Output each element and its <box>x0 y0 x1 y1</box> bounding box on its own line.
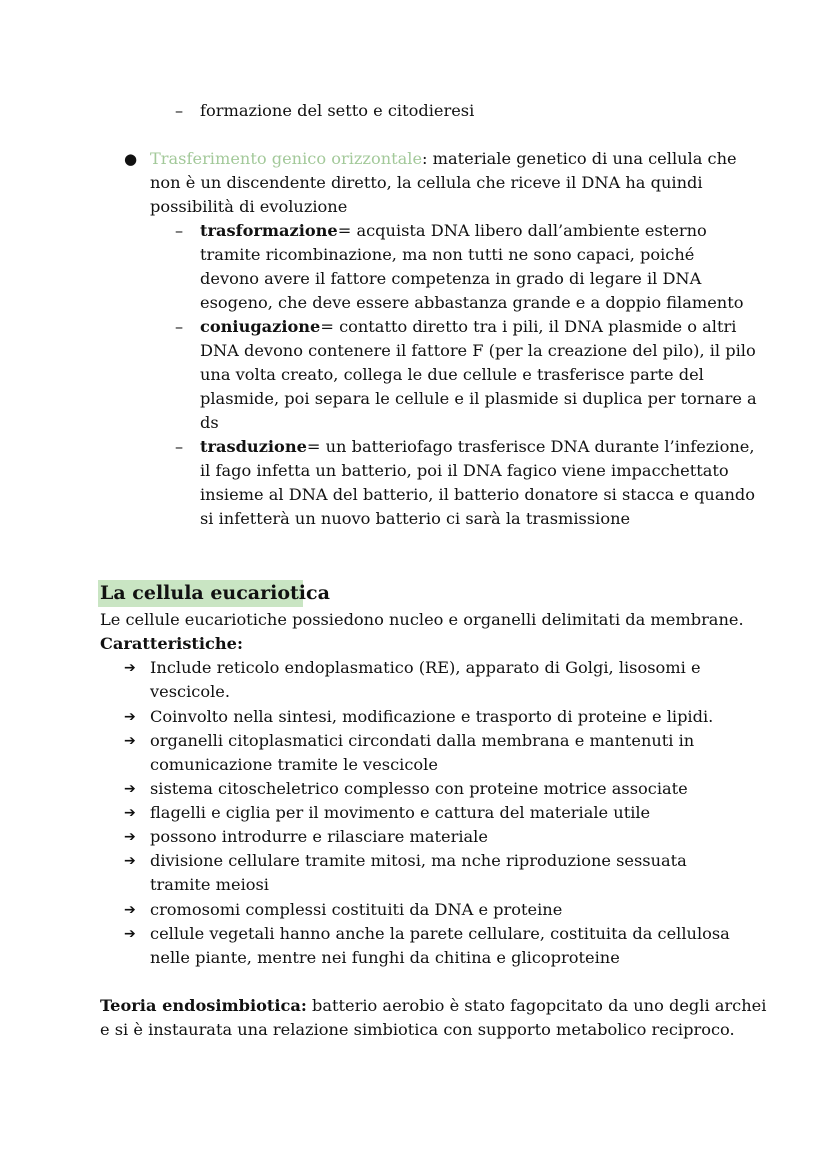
arrow-right-icon: ➔ <box>124 781 136 797</box>
htg-line-2: non è un discendente diretto, la cellula che riceve il DNA ha quindi <box>150 173 703 192</box>
list-item-cont: nelle piante, mentre nei funghi da chitina e glicoproteine <box>150 948 620 967</box>
list-item: formazione del setto e citodieresi <box>200 101 475 120</box>
features-label: Caratteristiche: <box>100 634 243 653</box>
list-item: Coinvolto nella sintesi, modificazione e trasporto di proteine e lipidi. <box>150 707 714 726</box>
dash-icon: – <box>175 101 184 120</box>
list-item: divisione cellulare tramite mitosi, ma nche riproduzione sessuata <box>150 851 687 870</box>
list-item: possono introdurre e rilasciare materiale <box>150 827 488 846</box>
coniugazione-line-1: coniugazione= contatto diretto tra i pili, il DNA plasmide o altri <box>200 317 737 336</box>
trasformazione-line-3: devono avere il fattore competenza in grado di legare il DNA <box>200 269 702 288</box>
arrow-right-icon: ➔ <box>124 829 136 845</box>
arrow-right-icon: ➔ <box>124 805 136 821</box>
coniugazione-line-2: DNA devono contenere il fattore F (per la creazione del pilo), il pilo <box>200 341 756 360</box>
endosymbiotic-line-1: Teoria endosimbiotica: batterio aerobio è stato fagopcitato da uno degli archei <box>100 996 767 1015</box>
list-item: organelli citoplasmatici circondati dalla membrana e mantenuti in <box>150 731 695 750</box>
trasduzione-line-1: trasduzione= un batteriofago trasferisce DNA durante l’infezione, <box>200 437 755 456</box>
endosymbiotic-line-2: e si è instaurata una relazione simbiotica con supporto metabolico reciproco. <box>100 1020 735 1039</box>
trasformazione-line-2: tramite ricombinazione, ma non tutti ne sono capaci, poiché <box>200 245 695 264</box>
list-item-cont: comunicazione tramite le vescicole <box>150 755 438 774</box>
coniugazione-line-4: plasmide, poi separa le cellule e il plasmide si duplica per tornare a <box>200 389 757 408</box>
trasformazione-line-1: trasformazione= acquista DNA libero dall’ambiente esterno <box>200 221 707 240</box>
dash-icon: – <box>175 437 184 456</box>
section-heading-text: La cellula eucariotica <box>100 582 330 604</box>
list-item: Include reticolo endoplasmatico (RE), apparato di Golgi, lisosomi e <box>150 658 701 677</box>
endosymbiotic-term: Teoria endosimbiotica: <box>100 996 307 1015</box>
coniugazione-term: coniugazione <box>200 317 321 336</box>
trasduzione-line-3: insieme al DNA del batterio, il batterio donatore si stacca e quando <box>200 485 756 504</box>
bullet-icon: ● <box>124 150 138 168</box>
dash-icon: – <box>175 221 184 240</box>
arrow-right-icon: ➔ <box>124 902 136 918</box>
trasformazione-line-4: esogeno, che deve essere abbastanza grande e a doppio filamento <box>200 293 744 312</box>
arrow-right-icon: ➔ <box>124 853 136 869</box>
htg-line-3: possibilità di evoluzione <box>150 197 348 216</box>
list-item: sistema citoscheletrico complesso con proteine motrice associate <box>150 779 688 798</box>
arrow-right-icon: ➔ <box>124 660 136 676</box>
section-heading <box>98 580 330 607</box>
list-item: flagelli e ciglia per il movimento e cattura del materiale utile <box>150 803 651 822</box>
arrow-right-icon: ➔ <box>124 733 136 749</box>
arrow-right-icon: ➔ <box>124 926 136 942</box>
coniugazione-line-3: una volta creato, collega le due cellule e trasferisce parte del <box>200 365 704 384</box>
trasformazione-term: trasformazione <box>200 221 338 240</box>
dash-icon: – <box>175 317 184 336</box>
intro-text: Le cellule eucariotiche possiedono nucleo e organelli delimitati da membrane. <box>100 610 744 629</box>
list-item: cellule vegetali hanno anche la parete cellulare, costituita da cellulosa <box>150 924 730 943</box>
htg-line-1: Trasferimento genico orizzontale: materiale genetico di una cellula che <box>150 149 737 168</box>
htg-term: Trasferimento genico orizzontale <box>150 149 423 168</box>
coniugazione-line-5: ds <box>200 413 219 432</box>
trasduzione-line-4: si infetterà un nuovo batterio ci sarà la trasmissione <box>200 509 631 528</box>
list-item-cont: vescicole. <box>150 682 230 701</box>
arrow-right-icon: ➔ <box>124 709 136 725</box>
list-item-cont: tramite meiosi <box>150 875 269 894</box>
trasduzione-term: trasduzione <box>200 437 307 456</box>
trasduzione-line-2: il fago infetta un batterio, poi il DNA fagico viene impacchettato <box>200 461 729 480</box>
list-item: cromosomi complessi costituiti da DNA e proteine <box>150 900 563 919</box>
